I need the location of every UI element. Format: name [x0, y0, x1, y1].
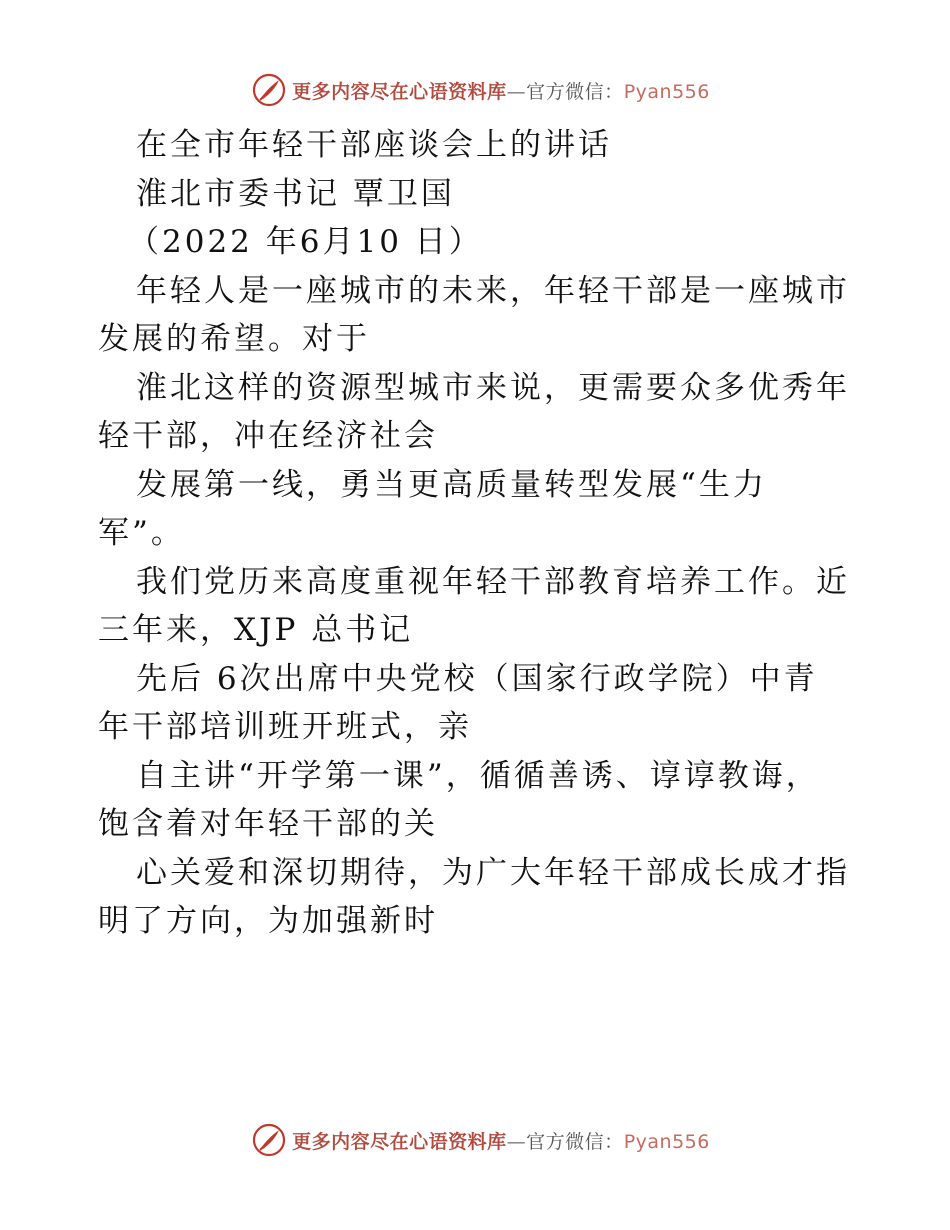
paragraph-line: 心关爱和深切期待，为广大年轻干部成长成才指	[136, 854, 850, 891]
paragraph-line: 发展的希望。对于	[98, 321, 370, 357]
paragraph-line: 明了方向，为加强新时	[98, 903, 438, 939]
paragraph-line: 先后 6次出席中央党校（国家行政学院）中青	[136, 660, 818, 697]
quill-logo-icon	[252, 1123, 286, 1157]
document-date: （2022 年6月10 日）	[128, 224, 483, 260]
header-banner-text	[292, 77, 710, 104]
paragraph-line: 年干部培训班开班式，亲	[98, 709, 472, 745]
header-separator: —	[506, 80, 527, 103]
footer-wechat-label: 官方微信：	[526, 1130, 624, 1153]
document-author: 淮北市委书记 覃卫国	[136, 175, 455, 212]
footer-site-name: 更多内容尽在心语资料库	[292, 1130, 507, 1153]
footer-banner-inner	[252, 1123, 710, 1157]
paragraph-line: 饱含着对年轻干部的关	[98, 806, 438, 842]
footer-banner-text	[292, 1127, 710, 1154]
paragraph-line: 发展第一线，勇当更高质量转型发展“生力	[136, 466, 767, 503]
footer-separator: —	[506, 1130, 527, 1153]
document-paragraphs	[98, 267, 868, 946]
document-body	[98, 121, 868, 946]
quill-logo-icon	[252, 73, 286, 107]
paragraph-line: 年轻人是一座城市的未来，年轻干部是一座城市	[136, 272, 850, 309]
paragraph-line: 轻干部，冲在经济社会	[98, 418, 438, 454]
paragraph-line: 淮北这样的资源型城市来说，更需要众多优秀年	[136, 369, 850, 406]
header-wechat-id: Pyan556	[623, 80, 710, 103]
header-banner	[0, 70, 950, 110]
paragraph-line: 自主讲“开学第一课”，循循善诱、谆谆教诲，	[136, 757, 820, 794]
footer-banner	[0, 1120, 950, 1160]
header-banner-inner	[252, 73, 710, 107]
paragraph-line: 我们党历来高度重视年轻干部教育培养工作。近	[136, 563, 850, 600]
paragraph-line: 军”。	[98, 515, 185, 551]
document-title: 在全市年轻干部座谈会上的讲话	[136, 127, 612, 163]
paragraph-line: 三年来，XJP 总书记	[98, 612, 414, 648]
header-wechat-label: 官方微信：	[526, 80, 624, 103]
footer-wechat-id: Pyan556	[623, 1130, 710, 1153]
header-site-name: 更多内容尽在心语资料库	[292, 80, 507, 103]
